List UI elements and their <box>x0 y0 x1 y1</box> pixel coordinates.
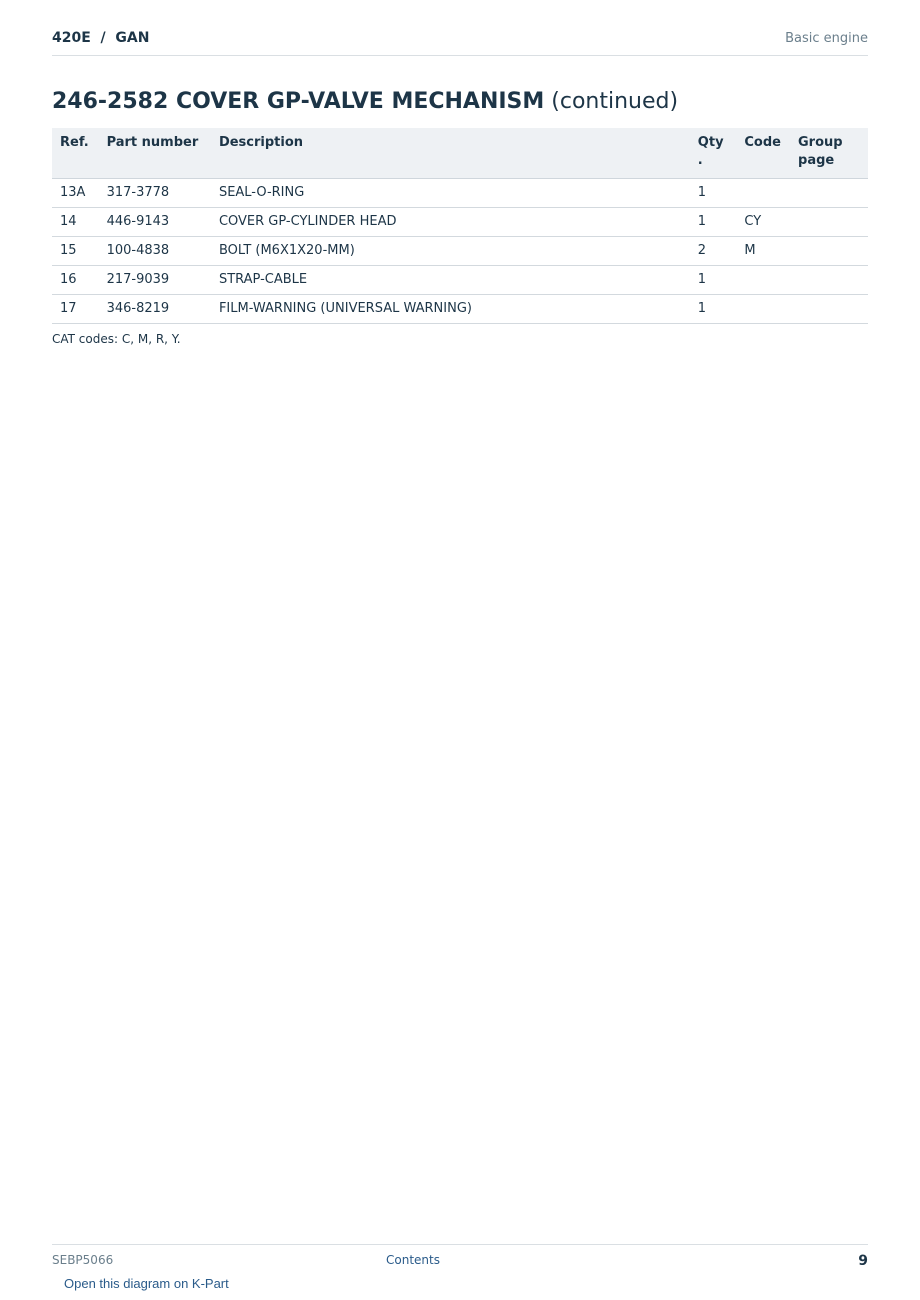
page-header <box>52 28 868 56</box>
page-title <box>52 89 678 114</box>
row-part-number: 317-3778 <box>99 179 211 208</box>
model-breadcrumb: 420E / GAN <box>52 30 150 46</box>
row-qty: 1 <box>690 295 737 324</box>
row-code <box>736 295 790 324</box>
table-header-row <box>52 128 868 179</box>
column-header-qty: Qty . <box>690 128 737 179</box>
row-group-page <box>790 266 868 295</box>
column-header-part-number: Part number <box>99 128 211 179</box>
row-part-number: 217-9039 <box>99 266 211 295</box>
row-group-page <box>790 179 868 208</box>
part-group-title: 246-2582 COVER GP-VALVE MECHANISM <box>52 89 545 114</box>
column-header-code: Code <box>736 128 790 179</box>
row-part-number: 446-9143 <box>99 208 211 237</box>
contents-link[interactable]: Contents <box>386 1253 440 1267</box>
table-row <box>52 266 868 295</box>
row-description: BOLT (M6X1X20-MM) <box>211 237 690 266</box>
table-row <box>52 295 868 324</box>
column-header-group-page: Group page <box>790 128 868 179</box>
row-description: STRAP-CABLE <box>211 266 690 295</box>
table-row <box>52 237 868 266</box>
row-description: COVER GP-CYLINDER HEAD <box>211 208 690 237</box>
row-part-number: 346-8219 <box>99 295 211 324</box>
row-group-page <box>790 208 868 237</box>
page-number: 9 <box>858 1253 868 1269</box>
row-ref: 14 <box>52 208 99 237</box>
row-qty: 1 <box>690 208 737 237</box>
row-code: M <box>736 237 790 266</box>
row-code: CY <box>736 208 790 237</box>
row-group-page <box>790 295 868 324</box>
table-row <box>52 179 868 208</box>
kpart-diagram-link[interactable]: Open this diagram on K-Part <box>64 1276 229 1291</box>
row-group-page <box>790 237 868 266</box>
row-ref: 15 <box>52 237 99 266</box>
parts-table <box>52 128 868 324</box>
table-row <box>52 208 868 237</box>
page-footer <box>52 1244 868 1277</box>
cat-codes-note: CAT codes: C, M, R, Y. <box>52 332 181 346</box>
row-qty: 2 <box>690 237 737 266</box>
row-qty: 1 <box>690 266 737 295</box>
column-header-description: Description <box>211 128 690 179</box>
document-number: SEBP5066 <box>52 1253 114 1267</box>
row-code <box>736 266 790 295</box>
row-ref: 13A <box>52 179 99 208</box>
continued-label: (continued) <box>551 89 679 114</box>
column-header-ref: Ref. <box>52 128 99 179</box>
row-description: SEAL-O-RING <box>211 179 690 208</box>
row-ref: 16 <box>52 266 99 295</box>
row-part-number: 100-4838 <box>99 237 211 266</box>
row-ref: 17 <box>52 295 99 324</box>
section-name: Basic engine <box>785 31 868 46</box>
row-code <box>736 179 790 208</box>
row-qty: 1 <box>690 179 737 208</box>
row-description: FILM-WARNING (UNIVERSAL WARNING) <box>211 295 690 324</box>
